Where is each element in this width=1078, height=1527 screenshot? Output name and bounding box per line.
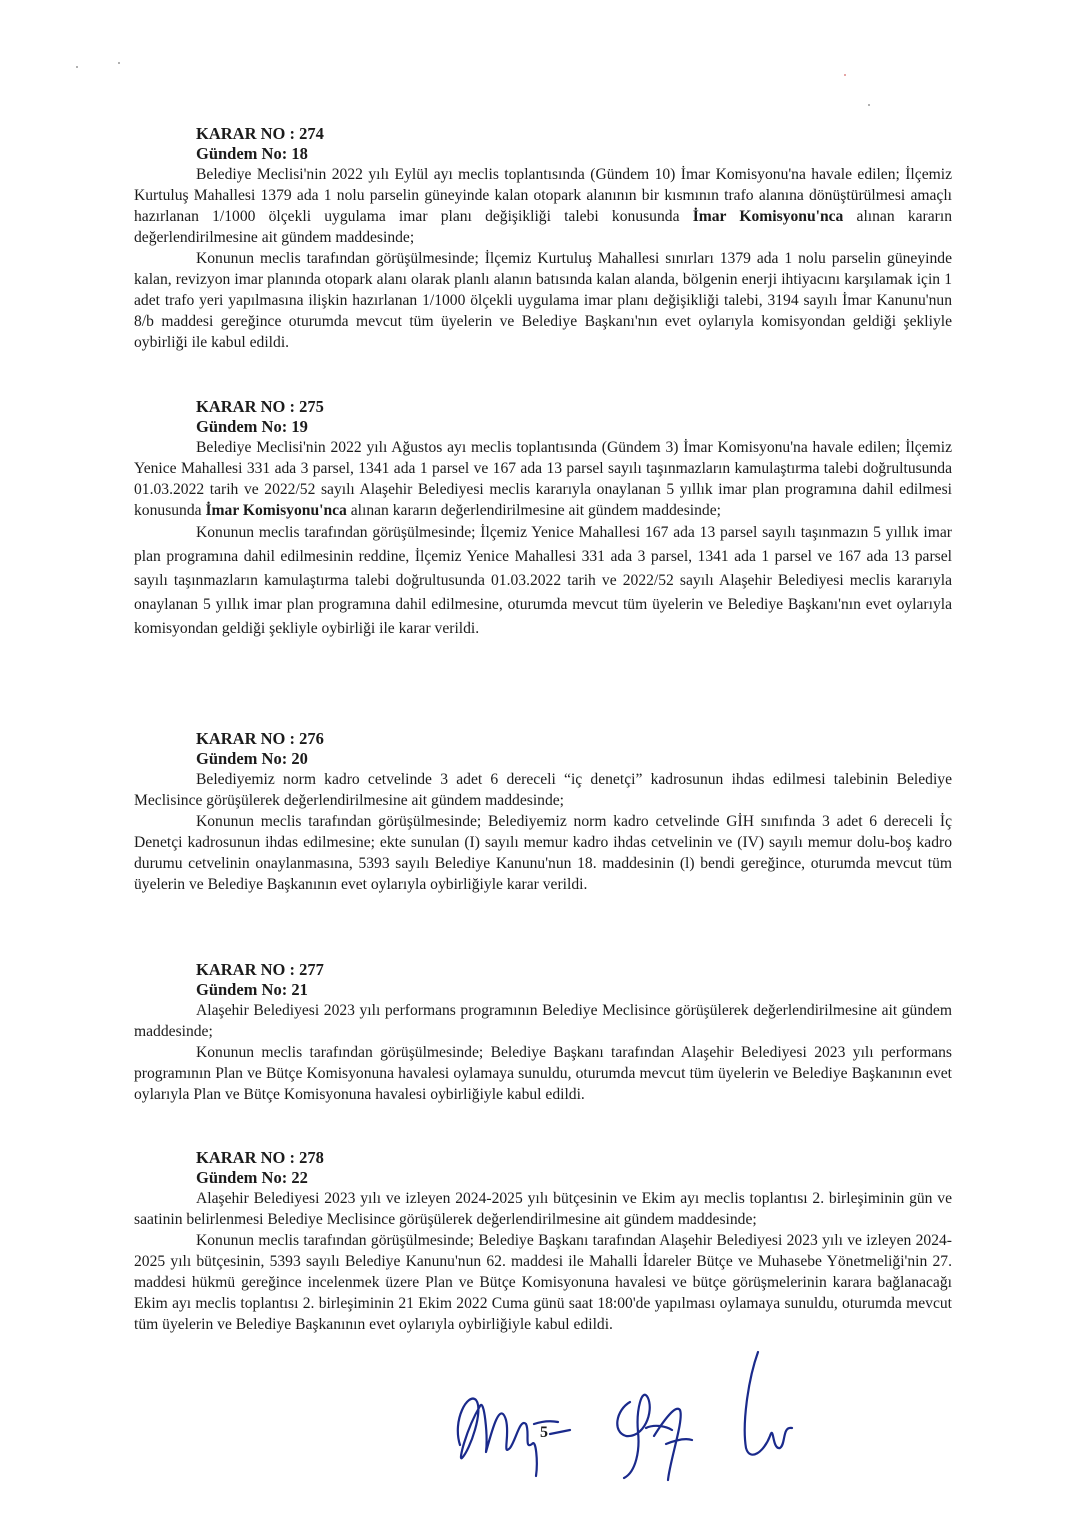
decision-276	[134, 729, 952, 895]
gundem-number: Gündem No: 18	[196, 144, 308, 163]
signature-1	[458, 1399, 570, 1476]
karar-number: KARAR NO : 275	[196, 397, 324, 416]
karar-number: KARAR NO : 274	[196, 124, 324, 143]
commission-name: İmar Komisyonu'nca	[205, 502, 347, 519]
commission-name: İmar Komisyonu'nca	[692, 208, 844, 225]
decision-resolution: Konunun meclis tarafından görüşülmesinde; Belediye Başkanı tarafından Alaşehir Belediyesi 2023 yılı ve izleyen 2024-2025 yılı bütçesinin, 5393 sayılı Belediye Kanunu'nun 62. maddesi ile Mahalli İdareler Bütçe ve Muhasebe Yönetmeliği'nin 27. maddesi hükmü gereğince incelenmek üzere Plan ve Bütçe Komisyonuna havalesi ve bütçe görüşmelerinin karara bağlanacağı Ekim ayı meclis toplantısı 2. birleşiminin 21 Ekim 2022 Cuma günü saat 18:00'de yapılması oylamaya sunuldu, oturumda mevcut tüm üyelerin ve Belediye Başkanının evet oylarıyla oybirliğiyle kabul edildi.	[134, 1232, 952, 1333]
decision-resolution: Konunun meclis tarafından görüşülmesinde; Belediye Başkanı tarafından Alaşehir Belediyesi 2023 yılı performans programının Plan ve Bütçe Komisyonuna havalesi oylamaya sunuldu, oturumda mevcut tüm üyelerin ve Belediye Başkanının evet oylarıyla Plan ve Bütçe Komisyonuna havalesi oybirliğiyle kabul edildi.	[134, 1044, 952, 1103]
decision-275	[134, 397, 952, 641]
decision-resolution: Konunun meclis tarafından görüşülmesinde; Belediyemiz norm kadro cetvelinde GİH sınıfında 3 adet 6 dereceli İç Denetçi kadrosunun ihdas edilmesine; ekte sunulan (I) sayılı memur kadro ihdas cetvelinin ve (IV) sayılı memur dolu-boş kadro durumu cetvelinin onaylanmasına, 5393 sayılı Belediye Kanunu'nun 18. maddesinin (l) bendi gereğince, oturumda mevcut tüm üyelerin ve Belediye Başkanının evet oylarıyla oybirliğiyle karar verildi.	[134, 813, 952, 893]
signature-3	[745, 1352, 792, 1455]
gundem-number: Gündem No: 22	[196, 1168, 308, 1187]
karar-number: KARAR NO : 276	[196, 729, 324, 748]
subject-text-end: alınan kararın değerlendirilmesine ait gündem maddesinde;	[134, 208, 952, 246]
page-number: 5	[540, 1424, 548, 1441]
karar-number: KARAR NO : 278	[196, 1148, 324, 1167]
decision-274	[134, 124, 952, 353]
scan-speck	[868, 104, 870, 106]
gundem-number: Gündem No: 20	[196, 749, 308, 768]
decision-subject: Alaşehir Belediyesi 2023 yılı performans programının Belediye Meclisince görüşülerek değerlendirilmesine ait gündem maddesinde;	[134, 1002, 952, 1040]
decision-277	[134, 960, 952, 1105]
scan-speck	[118, 62, 120, 64]
subject-text: Belediye Meclisi'nin 2022 yılı Ağustos ayı meclis toplantısında (Gündem 3) İmar Komisyonu'na havale edilen; İlçemiz Yenice Mahallesi 331 ada 3 parsel, 1341 ada 1 parsel ve 167 ada 13 parsel sayılı taşınmazların kamulaştırma talebi doğrultusunda 01.03.2022 tarih ve 2022/52 sayılı Alaşehir Belediyesi meclis kararıyla onaylanan 5 yıllık imar plan programına dahil edilmesi konusunda	[134, 439, 952, 519]
decision-278	[134, 1148, 952, 1335]
decision-subject	[134, 164, 952, 248]
decision-subject	[134, 437, 952, 521]
signature-2	[617, 1395, 692, 1480]
karar-number: KARAR NO : 277	[196, 960, 324, 979]
decision-subject: Belediyemiz norm kadro cetvelinde 3 adet 6 dereceli “iç denetçi” kadrosunun ihdas edilmesi talebinin Belediye Meclisince görüşülerek değerlendirilmesine ait gündem maddesinde;	[134, 771, 952, 809]
decision-resolution: Konunun meclis tarafından görüşülmesinde; İlçemiz Yenice Mahallesi 167 ada 13 parsel sayılı taşınmazın 5 yıllık imar plan programına dahil edilmesinin reddine, İlçemiz Yenice Mahallesi 331 ada 3 parsel, 1341 ada 1 parsel ve 167 ada 13 parsel sayılı taşınmazların kamulaştırma talebi doğrultusunda 01.03.2022 tarih ve 2022/52 sayılı Alaşehir Belediyesi meclis kararıyla onaylanan 5 yıllık imar plan programına dahil edilmesine, oturumda mevcut tüm üyelerin ve Belediye Başkanı'nın evet oylarıyla komisyondan geldiği şekliyle oybirliği ile karar verildi.	[134, 524, 952, 637]
scan-speck	[76, 66, 78, 68]
decision-subject: Alaşehir Belediyesi 2023 yılı ve izleyen 2024-2025 yılı bütçesinin ve Ekim ayı meclis toplantısı 2. birleşiminin gün ve saatinin belirlenmesi Belediye Meclisince görüşülerek değerlendirilmesine ait gündem maddesinde;	[134, 1190, 952, 1228]
scan-speck	[844, 74, 846, 76]
signatures	[440, 1340, 800, 1490]
gundem-number: Gündem No: 19	[196, 417, 308, 436]
gundem-number: Gündem No: 21	[196, 980, 308, 999]
subject-text: Belediye Meclisi'nin 2022 yılı Eylül ayı meclis toplantısında (Gündem 10) İmar Komisyonu'na havale edilen; İlçemiz Kurtuluş Mahallesi 1379 ada 1 nolu parselin güneyinde kalan otopark alanının bir kısmının trafo alanına dönüştürülmesi amaçlı hazırlanan 1/1000 ölçekli uygulama imar planı değişikliği talebi konusunda	[134, 166, 952, 225]
decision-resolution: Konunun meclis tarafından görüşülmesinde; İlçemiz Kurtuluş Mahallesi sınırları 1379 ada 1 nolu parselin güneyinde kalan, revizyon imar planında otopark alanı olarak planlı alanın batısında kalan alanda, bölgenin enerji ihtiyacını karşılamak için 1 adet trafo yeri yapılmasına ilişkin hazırlanan 1/1000 ölçekli uygulama imar planı değişikliği talebi, 3194 sayılı İmar Kanunu'nun 8/b maddesi gereğince oturumda mevcut tüm üyelerin ve Belediye Başkanı'nın evet oylarıyla komisyondan geldiği şekliyle oybirliği ile kabul edildi.	[134, 250, 952, 351]
subject-text-end: alınan kararın değerlendirilmesine ait gündem maddesinde;	[346, 502, 721, 519]
